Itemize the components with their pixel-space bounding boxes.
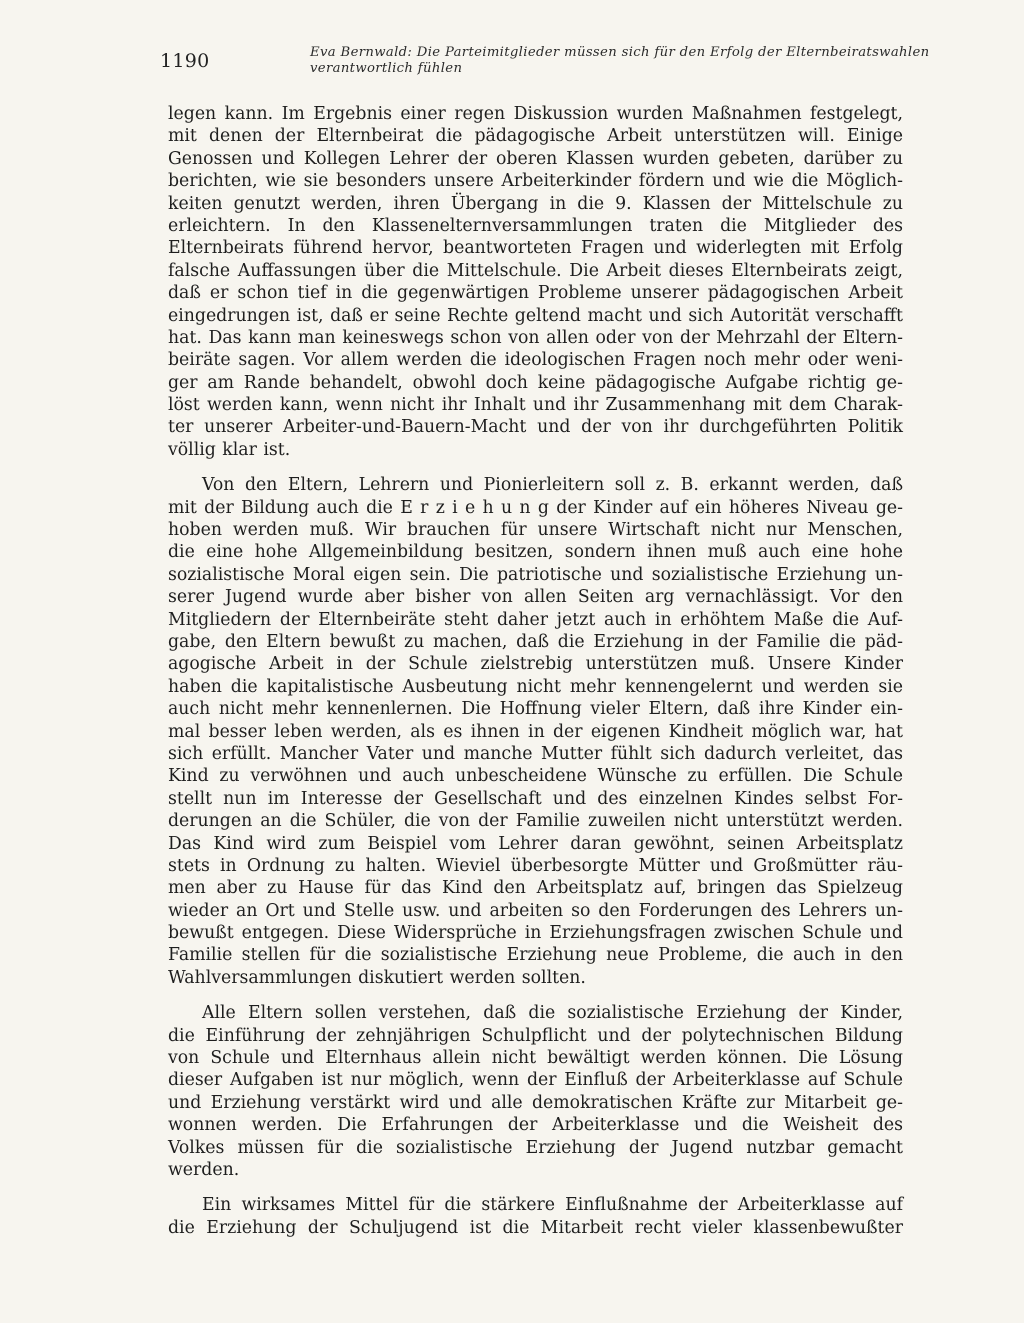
text-line: völlig klar ist. — [168, 439, 291, 460]
text-line: mit denen der Elternbeirat die pädagogische Arbeit unterstützen will. Einige — [168, 126, 903, 147]
text-line: ger am Rande behandelt, obwohl doch keine pädagogische Aufgabe richtig ge- — [168, 372, 903, 393]
text-line: serer Jugend wurde aber bisher von allen Seiten arg vernachlässigt. Vor den — [168, 587, 903, 608]
text-line: men aber zu Hause für das Kind den Arbeitsplatz auf, bringen das Spielzeug — [168, 878, 903, 899]
paragraph — [168, 1194, 903, 1239]
text-line: eingedrungen ist, daß er seine Rechte geltend macht und sich Autorität verschafft — [168, 305, 903, 326]
text-line: beiräte sagen. Vor allem werden die ideologischen Fragen noch mehr oder weni- — [168, 350, 903, 371]
text-line: Mitgliedern der Elternbeiräte steht daher jetzt auch in erhöhtem Maße die Auf- — [168, 609, 903, 630]
text-line: daß er schon tief in die gegenwärtigen Probleme unserer pädagogischen Arbeit — [168, 283, 903, 304]
text-line: ter unserer Arbeiter-und-Bauern-Macht und der von ihr durchgeführten Politik — [168, 417, 903, 438]
text-line: hat. Das kann man keineswegs schon von allen oder von der Mehrzahl der Eltern- — [168, 327, 903, 348]
text-line: die Erziehung der Schuljugend ist die Mitarbeit recht vieler klassenbewußter — [168, 1217, 903, 1238]
text-line: legen kann. Im Ergebnis einer regen Diskussion wurden Maßnahmen festgelegt, — [168, 104, 903, 124]
running-header — [310, 45, 930, 77]
text-line: Familie stellen für die sozialistische Erziehung neue Probleme, die auch in den — [168, 945, 903, 966]
text-line: gabe, den Eltern bewußt zu machen, daß die Erziehung in der Familie die päd- — [168, 631, 903, 652]
text-line: Kind zu verwöhnen und auch unbescheidene Wünsche zu erfüllen. Die Schule — [168, 766, 903, 787]
text-line: keiten genutzt werden, ihren Übergang in die 9. Klassen der Mittelschule zu — [168, 193, 903, 214]
text-line: Das Kind wird zum Beispiel vom Lehrer daran gewöhnt, seinen Arbeitsplatz — [168, 833, 903, 854]
text-line: von Schule und Elternhaus allein nicht bewältigt werden können. Die Lösung — [168, 1048, 903, 1069]
text-line: Volkes müssen für die sozialistische Erziehung der Jugend nutzbar gemacht — [168, 1137, 903, 1158]
text-line: dieser Aufgaben ist nur möglich, wenn der Einfluß der Arbeiterklasse auf Schule — [168, 1070, 903, 1091]
text-line: löst werden kann, wenn nicht ihr Inhalt und ihr Zusammenhang mit dem Charak- — [168, 395, 903, 416]
paragraph — [168, 103, 903, 461]
text-line: Alle Eltern sollen verstehen, daß die sozialistische Erziehung der Kinder, — [202, 1003, 903, 1024]
text-line: mit der Bildung auch die E r z i e h u n g der Kinder auf ein höheres Niveau ge- — [168, 497, 903, 518]
running-header-line: Eva Bernwald: Die Parteimitglieder müssen sich für den Erfolg der Elternbeiratswahlen — [310, 45, 930, 60]
text-line: Elternbeirats führend hervor, beantworteten Fragen und widerlegten mit Erfolg — [168, 238, 903, 259]
text-line: stets in Ordnung zu halten. Wieviel überbesorgte Mütter und Großmütter räu- — [168, 855, 903, 876]
text-line: sozialistische Moral eigen sein. Die patriotische und sozialistische Erziehung un- — [168, 564, 903, 585]
text-line: berichten, wie sie besonders unsere Arbeiterkinder fördern und wie die Möglich- — [168, 171, 903, 192]
paragraph — [168, 474, 903, 989]
text-line: wieder an Ort und Stelle usw. und arbeiten so den Forderungen des Lehrers un- — [168, 900, 903, 921]
paragraph — [168, 1002, 903, 1181]
text-line: und Erziehung verstärkt wird und alle demokratischen Kräfte zur Mitarbeit ge- — [168, 1092, 903, 1113]
text-line: Von den Eltern, Lehrern und Pionierleitern soll z. B. erkannt werden, daß — [202, 475, 903, 496]
text-line: stellt nun im Interesse der Gesellschaft und des einzelnen Kindes selbst For- — [168, 788, 903, 809]
text-line: wonnen werden. Die Erfahrungen der Arbeiterklasse und die Weisheit des — [168, 1115, 903, 1136]
text-line: erleichtern. In den Klassenelternversammlungen traten die Mitglieder des — [168, 215, 903, 236]
text-line: mal besser leben werden, als es ihnen in der eigenen Kindheit möglich war, hat — [168, 721, 903, 742]
text-line: agogische Arbeit in der Schule zielstrebig unterstützen muß. Unsere Kinder — [168, 654, 903, 675]
text-line: bewußt entgegen. Diese Widersprüche in Erziehungsfragen zwischen Schule und — [168, 923, 903, 944]
text-line: derungen an die Schüler, die von der Familie zuweilen nicht unterstützt werden. — [168, 811, 903, 832]
text-line: haben die kapitalistische Ausbeutung nicht mehr kennengelernt und werden sie — [168, 676, 903, 697]
body-text — [168, 103, 903, 1252]
text-line: die Einführung der zehnjährigen Schulpflicht und der polytechnischen Bildung — [168, 1025, 903, 1046]
text-line: Wahlversammlungen diskutiert werden sollten. — [168, 967, 586, 988]
text-line: Genossen und Kollegen Lehrer der oberen Klassen wurden gebeten, darüber zu — [168, 148, 903, 169]
text-line: falsche Auffassungen über die Mittelschule. Die Arbeit dieses Elternbeirats zeigt, — [168, 260, 903, 281]
text-line: sich erfüllt. Mancher Vater und manche Mutter fühlt sich dadurch verleitet, das — [168, 743, 903, 764]
text-line: hoben werden muß. Wir brauchen für unsere Wirtschaft nicht nur Menschen, — [168, 520, 903, 541]
text-line: werden. — [168, 1159, 240, 1180]
running-header-line: verantwortlich fühlen — [310, 61, 463, 76]
text-line: Ein wirksames Mittel für die stärkere Einflußnahme der Arbeiterklasse auf — [202, 1195, 903, 1216]
text-line: auch nicht mehr kennenlernen. Die Hoffnung vieler Eltern, daß ihre Kinder ein- — [168, 699, 903, 720]
page-number: 1190 — [160, 50, 210, 72]
text-line: die eine hohe Allgemeinbildung besitzen, sondern ihnen muß auch eine hohe — [168, 542, 903, 563]
